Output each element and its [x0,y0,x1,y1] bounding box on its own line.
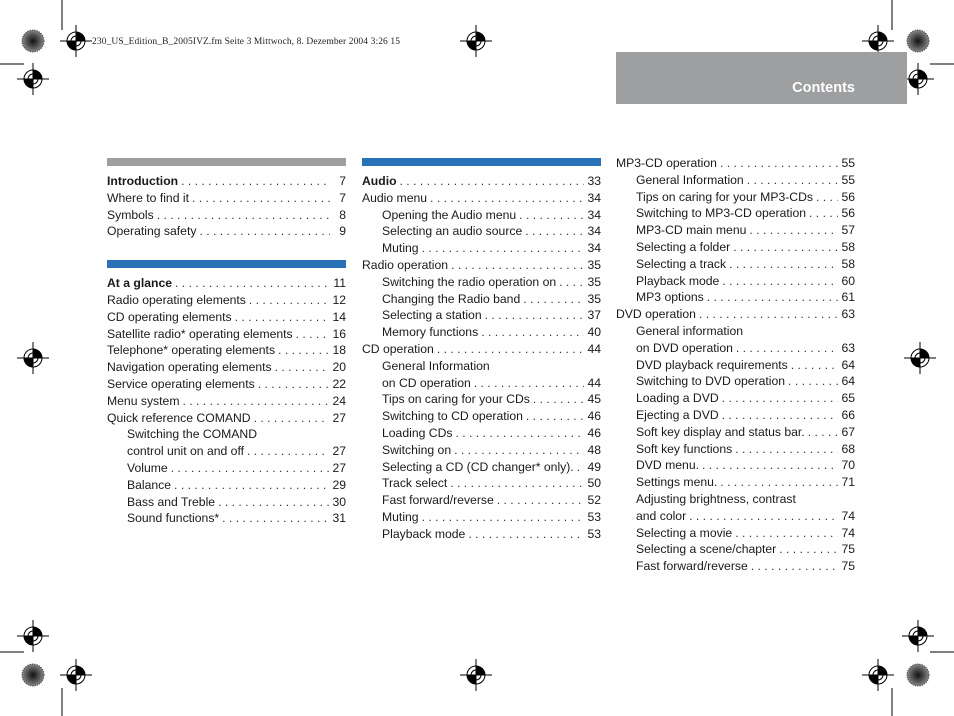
dot-leader [720,155,839,172]
toc-entry[interactable] [616,407,855,424]
toc-page-number: 27 [332,410,346,425]
toc-page-number: 63 [841,307,855,322]
toc-entry[interactable] [616,474,855,491]
toc-entry-title: Introduction [107,174,179,188]
dot-leader [559,274,584,291]
print-job-header: 230_US_Edition_B_2005IVZ.fm Seite 3 Mittwoch, 8. Dezember 2004 3:26 15 [92,37,401,47]
section-color-bar [107,260,346,268]
toc-entry-title: Audio [362,174,397,188]
toc-entry[interactable] [107,477,346,494]
toc-entry[interactable] [616,541,855,558]
toc-entry[interactable] [107,410,346,427]
dot-leader [722,407,839,424]
toc-entry-title: Loading CDs [382,425,453,440]
dot-leader [533,391,585,408]
dot-leader [400,173,585,190]
toc-entry[interactable] [616,457,855,474]
dot-leader [451,257,584,274]
toc-page-number: 57 [841,223,855,238]
dot-leader [779,541,838,558]
toc-entry[interactable] [616,558,855,575]
toc-entry-title: CD operation [362,341,434,356]
toc-page-number: 46 [587,409,601,424]
dot-leader [525,223,584,240]
toc-entry-title: General Information [382,358,490,373]
dot-leader [702,457,838,474]
dot-leader [199,223,330,240]
toc-page-number: 16 [332,326,346,341]
toc-page-number: 50 [587,476,601,491]
toc-entry-title: on CD operation [382,375,471,390]
toc-entry-title: Selecting a folder [636,239,731,254]
toc-page-number: 67 [841,424,855,439]
toc-page-number: 7 [339,174,346,188]
toc-entry-title: Selecting a station [382,308,482,323]
toc-page-number: 55 [841,172,855,187]
toc-entry[interactable] [107,292,346,309]
dot-leader [722,390,839,407]
toc-page-number: 61 [841,290,855,305]
toc-entry-title: Radio operating elements [107,292,246,307]
toc-page-number: 11 [333,276,346,291]
section-color-bar [107,158,346,166]
toc-entry[interactable] [362,492,601,509]
toc-page-number: 37 [587,308,601,323]
toc-entry[interactable] [616,508,855,525]
toc-page-number: 45 [587,392,601,407]
dot-leader [450,475,584,492]
toc-entry-title: Switching on [382,442,452,457]
toc-page-number: 44 [587,341,601,356]
dot-leader [454,442,584,459]
dot-leader [747,172,839,189]
toc-entry[interactable] [362,274,601,291]
toc-page-number: 20 [332,360,346,375]
dot-leader [689,508,838,525]
toc-page-number: 33 [587,174,601,188]
toc-chapter-heading[interactable] [107,275,346,292]
toc-column-2 [362,155,601,543]
dot-leader [218,494,329,511]
dot-leader [523,291,584,308]
dot-leader [430,190,584,207]
toc-entry-title: DVD operation [616,307,696,322]
toc-entry[interactable] [616,205,855,222]
toc-chapter-heading[interactable] [362,173,601,190]
dot-leader [699,306,838,323]
toc-page-number: 52 [587,493,601,508]
toc-page-number: 65 [841,391,855,406]
dot-leader [222,510,329,527]
dot-leader [258,376,330,393]
toc-entry-title: Soft key functions [636,441,733,456]
toc-page-number: 29 [332,477,346,492]
toc-page-number: 7 [339,190,346,205]
toc-entry[interactable] [362,526,601,543]
toc-entry[interactable] [616,289,855,306]
toc-entry[interactable] [362,307,601,324]
toc-entry-title: Menu system [107,393,180,408]
toc-page-number: 34 [587,224,601,239]
toc-entry-title: on DVD operation [636,340,733,355]
dot-leader [437,341,585,358]
toc-page-number: 35 [587,257,601,272]
dot-leader [171,460,330,477]
toc-entry-title: Volume [127,460,168,475]
dot-leader [735,525,838,542]
toc-entry[interactable] [362,475,601,492]
toc-page-number: 14 [332,309,346,324]
dot-leader [174,477,329,494]
dot-leader [275,359,330,376]
toc-entry[interactable] [616,189,855,206]
toc-entry-title: Tips on caring for your MP3-CDs [636,189,813,204]
toc-entry[interactable] [616,525,855,542]
toc-entry-title: DVD menu. [636,458,699,473]
dot-leader [254,410,330,427]
toc-entry-title: Soft key display and status bar. [636,424,805,439]
toc-entry[interactable] [362,291,601,308]
toc-entry[interactable] [362,240,601,257]
toc-entry[interactable] [616,390,855,407]
toc-page-number: 64 [841,357,855,372]
toc-entry[interactable] [616,256,855,273]
dot-leader [175,275,330,292]
dot-leader [729,256,838,273]
dot-leader [485,307,585,324]
toc-entry-title: Satellite radio* operating elements [107,326,293,341]
dot-leader [157,207,330,224]
dot-leader [474,375,585,392]
toc-column-3 [616,155,855,575]
dot-leader [278,342,329,359]
toc-page-number: 75 [841,542,855,557]
toc-entry[interactable] [362,341,601,358]
toc-entry-title: Playback mode [636,273,720,288]
toc-page-number: 53 [587,509,601,524]
toc-entry-title: Switching the COMAND [127,427,258,442]
dot-leader [455,425,584,442]
toc-entry-title: General Information [636,172,744,187]
toc-entry-title: General information [636,323,744,338]
toc-entry-title: Switching to CD operation [382,409,523,424]
dot-leader [182,393,329,410]
dot-leader [422,509,585,526]
toc-entry-title: Ejecting a DVD [636,407,719,422]
toc-entry[interactable] [362,442,601,459]
toc-entry-title: Switching to DVD operation [636,374,786,389]
toc-entry[interactable] [362,324,601,341]
toc-entry-title: Switching the radio operation on [382,274,557,289]
dot-leader [481,324,584,341]
toc-entry[interactable] [616,373,855,390]
toc-entry-title: Switching to MP3-CD operation [636,206,807,221]
toc-page-number: 70 [841,458,855,473]
dot-leader [249,292,330,309]
dot-leader [816,189,838,206]
toc-entry-title: Bass and Treble [127,494,216,509]
toc-page-number: 31 [332,511,346,526]
toc-entry[interactable] [362,358,601,375]
section-color-bar [362,158,601,166]
toc-entry-title: Audio menu [362,190,428,205]
dot-leader [749,222,838,239]
toc-entry-title: Selecting a movie [636,525,733,540]
toc-entry-title: Selecting a track [636,256,727,271]
toc-page-number: 22 [332,376,346,391]
toc-column-1 [107,155,346,527]
toc-page-number: 48 [587,442,601,457]
toc-entry[interactable] [362,425,601,442]
toc-entry[interactable] [616,323,855,340]
toc-entry[interactable] [362,207,601,224]
dot-leader [296,326,330,343]
toc-entry-title: Settings menu. [636,475,718,490]
toc-entry[interactable] [107,326,346,343]
toc-page-number: 74 [841,525,855,540]
toc-entry-title: Tips on caring for your CDs [382,392,530,407]
dot-leader [733,239,838,256]
toc-entry-title: Radio operation [362,257,449,272]
toc-page-number: 34 [587,241,601,256]
toc-entry-title: Selecting a CD (CD changer* only). [382,459,574,474]
toc-entry[interactable] [107,494,346,511]
dot-leader [422,240,585,257]
toc-page-number: 49 [587,459,601,474]
toc-page-number: 35 [587,291,601,306]
dot-leader [720,474,838,491]
toc-entry[interactable] [107,223,346,240]
toc-page-number: 63 [841,340,855,355]
toc-entry-title: Where to find it [107,190,189,205]
dot-leader [181,173,330,190]
toc-entry-title: Loading a DVD [636,391,719,406]
toc-entry[interactable] [107,426,346,443]
toc-entry[interactable] [107,443,346,460]
toc-entry-title: CD operating elements [107,309,232,324]
toc-page-number: 58 [841,256,855,271]
toc-entry-title: Quick reference COMAND [107,410,251,425]
toc-page-number: 68 [841,441,855,456]
toc-entry[interactable] [362,391,601,408]
toc-entry-title: Sound functions* [127,511,220,526]
toc-entry[interactable] [107,393,346,410]
toc-page-number: 12 [332,292,346,307]
page-title: Contents [792,80,855,96]
toc-entry-title: MP3 options [636,290,704,305]
toc-entry-title: Muting [382,509,419,524]
toc-entry[interactable] [616,273,855,290]
toc-entry[interactable] [107,376,346,393]
toc-entry-title: Balance [127,477,172,492]
toc-entry-title: and color [636,508,687,523]
toc-entry-title: At a glance [107,276,173,291]
toc-entry-title: MP3-CD main menu [636,223,747,238]
toc-page-number: 27 [332,444,346,459]
dot-leader [722,273,838,290]
toc-entry[interactable] [616,441,855,458]
toc-entry-title: Opening the Audio menu [382,207,517,222]
toc-page-number: 30 [332,494,346,509]
toc-entry-title: MP3-CD operation [616,156,717,170]
toc-page-number: 34 [587,190,601,205]
dot-leader [707,289,839,306]
toc-page-number: 18 [332,343,346,358]
toc-entry[interactable] [107,207,346,224]
toc-entry[interactable] [107,309,346,326]
toc-entry[interactable] [616,357,855,374]
toc-page-number: 27 [332,460,346,475]
toc-page-number: 8 [339,207,346,222]
toc-entry-title: Navigation operating elements [107,360,272,375]
dot-leader [526,408,585,425]
dot-leader [788,373,838,390]
toc-entry[interactable] [362,375,601,392]
toc-entry-title: Fast forward/reverse [636,559,748,574]
toc-page-number: 34 [587,207,601,222]
toc-entry[interactable] [107,190,346,207]
dot-leader [235,309,330,326]
dot-leader [247,443,329,460]
toc-page-number: 56 [841,189,855,204]
section-tab [616,52,907,104]
dot-leader [192,190,330,207]
dot-leader [809,205,838,222]
toc-entry-title: Fast forward/reverse [382,493,494,508]
toc-entry-title: Playback mode [382,526,466,541]
toc-page-number: 44 [587,375,601,390]
toc-entry[interactable] [616,306,855,323]
toc-page-number: 24 [332,393,346,408]
toc-entry[interactable] [616,172,855,189]
toc-page-number: 35 [587,274,601,289]
dot-leader [751,558,839,575]
toc-entry[interactable] [107,460,346,477]
toc-entry[interactable] [616,155,855,172]
toc-entry[interactable] [362,223,601,240]
toc-entry[interactable] [362,190,601,207]
dot-leader [497,492,585,509]
toc-entry-title: Changing the Radio band [382,291,521,306]
toc-page-number: 64 [841,374,855,389]
dot-leader [519,207,584,224]
toc-entry-title: Operating safety [107,224,197,239]
toc-entry[interactable] [107,359,346,376]
dot-leader [577,459,585,476]
dot-leader [736,340,839,357]
toc-page-number: 66 [841,407,855,422]
toc-entry[interactable] [362,257,601,274]
toc-entry-title: control unit on and off [127,444,244,459]
toc-entry-title: Track select [382,476,448,491]
dot-leader [735,441,838,458]
toc-page-number: 74 [841,508,855,523]
toc-page-number: 55 [841,156,855,170]
dot-leader [791,357,839,374]
toc-entry[interactable] [616,222,855,239]
toc-entry[interactable] [362,459,601,476]
toc-entry-title: Telephone* operating elements [107,343,276,358]
dot-leader [468,526,584,543]
toc-page-number: 58 [841,239,855,254]
toc-page-number: 46 [587,425,601,440]
toc-entry[interactable] [616,424,855,441]
toc-entry-title: Selecting an audio source [382,224,523,239]
toc-entry-title: Adjusting brightness, contrast [636,491,796,506]
dot-leader [808,424,839,441]
toc-entry[interactable] [107,342,346,359]
toc-page-number: 60 [841,273,855,288]
toc-page-number: 40 [587,325,601,340]
toc-entry[interactable] [616,340,855,357]
toc-page-number: 71 [841,475,855,490]
toc-chapter-heading[interactable] [107,173,346,190]
toc-entry-title: Service operating elements [107,376,255,391]
toc-entry-title: DVD playback requirements [636,357,788,372]
toc-entry[interactable] [616,239,855,256]
toc-page-number: 75 [841,559,855,574]
toc-entry[interactable] [616,491,855,508]
toc-page-number: 9 [339,224,346,239]
section-spacer [107,240,346,257]
toc-page-number: 53 [587,526,601,541]
toc-entry-title: Symbols [107,207,154,222]
toc-entry[interactable] [107,510,346,527]
toc-entry[interactable] [362,509,601,526]
toc-entry[interactable] [362,408,601,425]
toc-page-number: 56 [841,206,855,221]
toc-entry-title: Muting [382,241,419,256]
toc-entry-title: Selecting a scene/chapter [636,542,777,557]
toc-entry-title: Memory functions [382,325,479,340]
